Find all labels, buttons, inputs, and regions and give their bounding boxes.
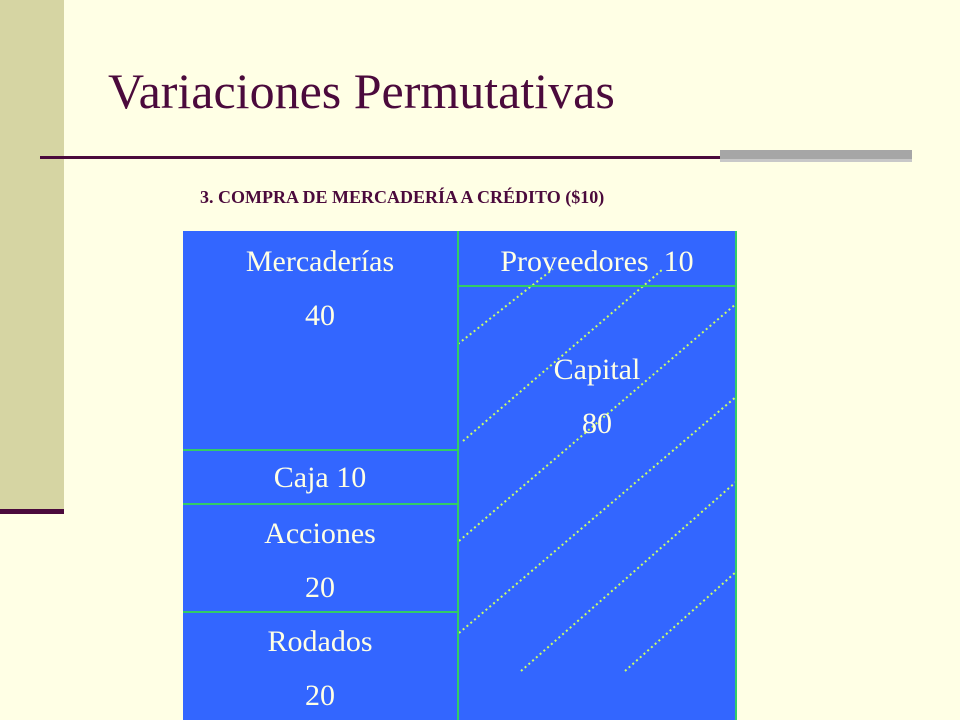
slide-subtitle: 3. COMPRA DE MERCADERÍA A CRÉDITO ($10)	[200, 187, 605, 207]
title-divider	[40, 156, 720, 159]
asset-caja: Caja 10	[273, 461, 367, 494]
liability-capital-value: 80	[582, 407, 612, 440]
title-divider-accent	[720, 150, 912, 159]
column-divider	[457, 231, 459, 720]
asset-rodados-name: Rodados	[267, 625, 373, 658]
row-divider-proveedores	[459, 285, 735, 287]
liability-proveedores: Proveedores 10	[500, 245, 694, 278]
side-decor-bar	[0, 0, 64, 510]
title-divider-accent-shadow	[720, 159, 912, 162]
asset-acciones-value: 20	[305, 571, 335, 604]
asset-mercaderias-value: 40	[305, 299, 335, 332]
balance-table	[183, 231, 737, 720]
slide-title: Variaciones Permutativas	[108, 63, 615, 119]
asset-acciones-name: Acciones	[264, 517, 376, 550]
table-right-border	[735, 231, 737, 720]
row-divider-acciones	[183, 611, 457, 613]
side-decor-line	[0, 509, 64, 514]
row-divider-caja	[183, 503, 457, 505]
asset-mercaderias-name: Mercaderías	[245, 245, 395, 278]
row-divider-mercaderias	[183, 449, 457, 451]
liability-capital-name: Capital	[553, 353, 641, 386]
asset-rodados-value: 20	[305, 679, 335, 712]
